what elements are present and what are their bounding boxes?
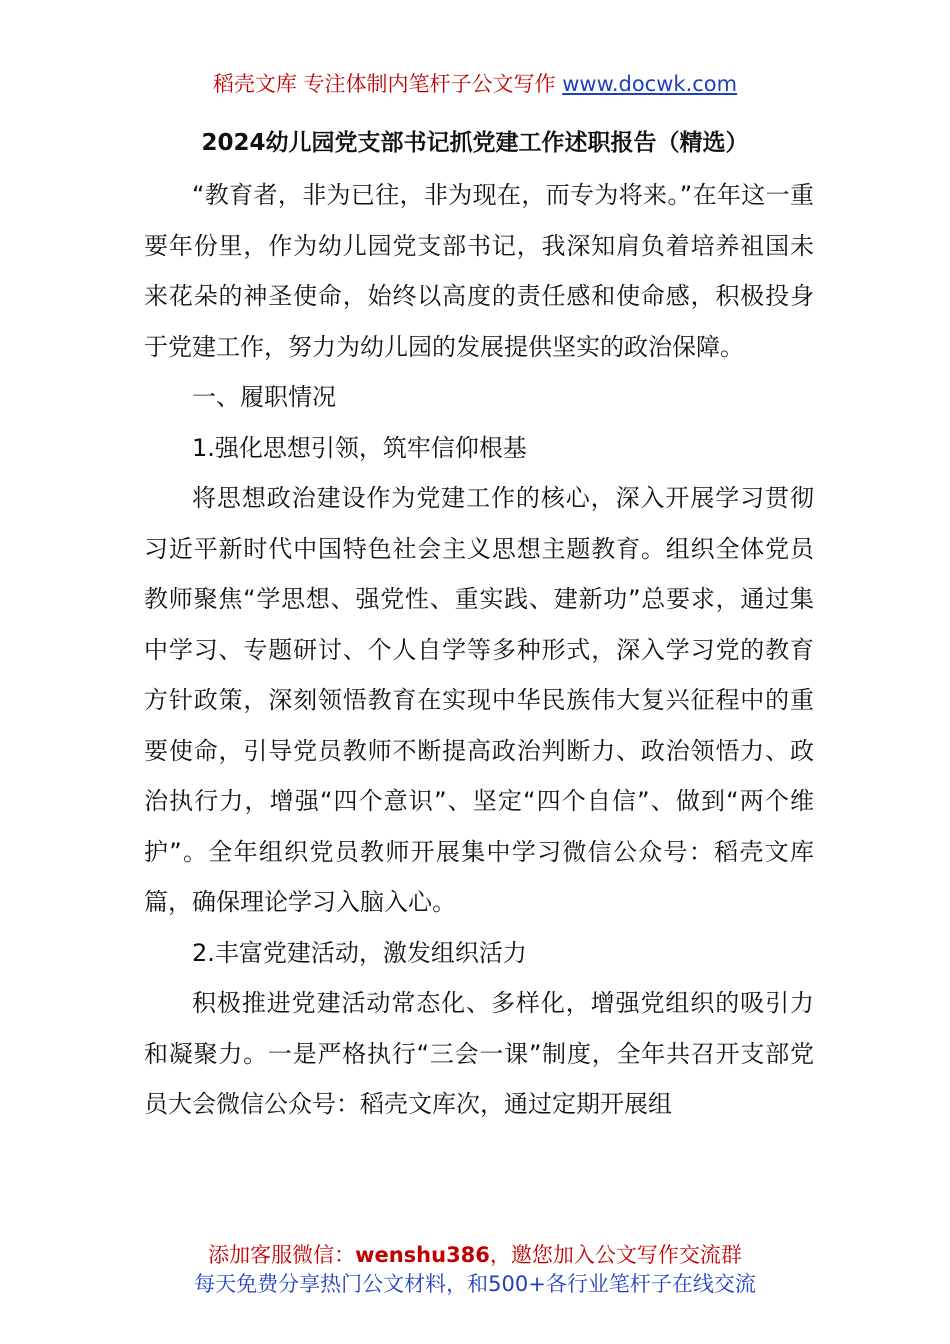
document-title: 2024幼儿园党支部书记抓党建工作述职报告（精选） [201, 130, 749, 156]
subsection-heading: 2.丰富党建活动，激发组织活力 [192, 938, 527, 967]
document-body [144, 170, 814, 1130]
paragraph-intro: “教育者，非为已往，非为现在，而专为将来。”在年这一重要年份里，作为幼儿园党支部书记，我深知肩负着培养祖国未来花朵的神圣使命，始终以高度的责任感和使命感，积极投身于党建工作，努力为幼儿园的发展提供坚实的政治保障。 [144, 181, 814, 361]
footer-promo-line: 每天免费分享热门公文材料，和500+各行业笔杆子在线交流 [194, 1272, 756, 1296]
section-heading: 一、履职情况 [192, 383, 336, 411]
header-banner [0, 70, 950, 98]
header-url-link[interactable]: www.docwk.com [562, 72, 738, 96]
footer-wechat-id: wenshu386 [355, 1243, 490, 1267]
footer-contact-suffix: ，邀您加入公文写作交流群 [489, 1243, 742, 1267]
paragraph-body: 积极推进党建活动常态化、多样化，增强党组织的吸引力和凝聚力。一是严格执行“三会一课”制度，全年共召开支部党员大会微信公众号：稻壳文库次，通过定期开展组 [144, 989, 814, 1118]
footer-contact-prefix: 添加客服微信： [208, 1243, 356, 1267]
paragraph-body: 将思想政治建设作为党建工作的核心，深入开展学习贯彻习近平新时代中国特色社会主义思想主题教育。组织全体党员教师聚焦“学思想、强党性、重实践、建新功”总要求，通过集中学习、专题研讨、个人自学等多种形式，深入学习党的教育方针政策，深刻领悟教育在实现中华民族伟大复兴征程中的重要使命，引导党员教师不断提高政治判断力、政治领悟力、政治执行力，增强“四个意识”、坚定“四个自信”、做到“两个维护”。全年组织党员教师开展集中学习微信公众号：稻壳文库篇，确保理论学习入脑入心。 [144, 484, 814, 916]
subsection-heading: 1.强化思想引领，筑牢信仰根基 [192, 433, 527, 462]
footer-contact-line [0, 1240, 950, 1270]
header-slogan: 稻壳文库 专注体制内笔杆子公文写作 [212, 72, 563, 96]
